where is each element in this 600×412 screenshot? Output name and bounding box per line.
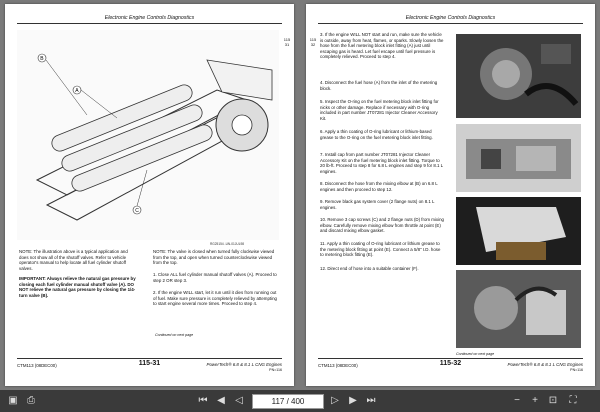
page-footer xyxy=(318,358,583,378)
note-shutoff: NOTE: The illustration above is a typical application and does not show all of the shutoff valves. Refer to vehicle operator's manual to help locate all fuel cylinder shutoff valves. xyxy=(19,249,128,271)
footer-doc-id: CTM113 (08DEC00) xyxy=(17,363,57,368)
prev-section-icon[interactable]: ◁ xyxy=(235,395,243,406)
side-tab xyxy=(282,37,292,47)
photo-hose-container xyxy=(456,270,581,348)
last-page-icon[interactable]: ⏭ xyxy=(366,395,376,406)
current-page: 117 xyxy=(271,397,285,406)
page-header: Electronic Engine Controls Diagnostics xyxy=(318,15,583,24)
next-page-icon[interactable]: ▶ xyxy=(349,395,357,406)
side-tab xyxy=(308,37,318,47)
footer-pn: PN=116 xyxy=(570,368,583,372)
important-notice: IMPORTANT: Always relieve the natural gas pressure by closing each fuel cylinder manual shutoff valve (A). DO NOT relieve the natural gas pressure by closing the 1/4-turn valve (B). xyxy=(19,276,136,298)
next-section-icon[interactable]: ▷ xyxy=(331,395,339,406)
step-12: 12. Direct end of hose into a suitable container (F). xyxy=(320,266,419,271)
step-8: 8. Disconnect the hose from the mixing elbow at (B) on 6.8 L engines and then proceed to step 12. xyxy=(320,181,438,192)
footer-title: PowerTech® 6.8 & 8.1 L CNG Engines xyxy=(507,362,583,367)
right-page xyxy=(306,4,595,386)
side-tab-section: 115 xyxy=(309,37,317,42)
footer-page-number: 115-31 xyxy=(138,360,161,367)
callout-c: C xyxy=(135,207,139,214)
callout-a: A xyxy=(75,87,79,94)
step-7: 7. Install cap from part number JT07281 Injector Cleaner Accessory Kit on the fuel metering block inlet fitting. Torque to 20 lb-ft. Proceed to step 8 for 6.8 L engines and step 9 for 8.1 L engines. xyxy=(320,152,443,174)
save-icon[interactable]: ▣ xyxy=(8,395,18,406)
footer-doc-id: CTM113 (08DEC00) xyxy=(318,363,358,368)
step-1: 1. Close ALL fuel cylinder manual shutoff valves (A). Proceed to step 2 OR step 3. xyxy=(153,272,277,283)
step-10: 10. Remove 3 cap screws (C) and 2 flange nuts (D) from mixing elbow. Carefully remove mixing elbow from throttle at point (E) and discard mixing elbow gasket. xyxy=(320,217,444,234)
print-icon[interactable]: ⎙ xyxy=(27,395,35,406)
viewer-toolbar xyxy=(0,390,600,412)
photo-fuel-hose xyxy=(456,34,581,118)
step-9: 9. Remove black gas system cover (2 flange nuts) on 8.1 L engines. xyxy=(320,199,435,210)
total-pages: 400 xyxy=(291,397,305,406)
side-tab-page: 31 xyxy=(284,42,290,47)
page-separator: / xyxy=(284,397,292,406)
footer-title: PowerTech® 6.8 & 8.1 L CNG Engines xyxy=(206,362,282,367)
note-valve: NOTE: The valve is closed when turned fully clockwise viewed from the top, and open when turned counterclockwise viewed from the top. xyxy=(153,249,275,266)
first-page-icon[interactable]: ⏮ xyxy=(198,395,208,406)
page-number-field[interactable] xyxy=(252,394,324,409)
zoom-out-icon[interactable]: − xyxy=(514,395,520,406)
fullscreen-icon[interactable]: ⛶ xyxy=(569,395,577,406)
photo-metering-block xyxy=(456,124,581,192)
step-6: 6. Apply a thin coating of O-ring lubricant or lithium-based grease to the O-ring on the fuel metering block inlet fitting. xyxy=(320,129,433,140)
side-tab-section: 115 xyxy=(283,37,291,42)
left-page xyxy=(5,4,294,386)
continued-label: Continued on next page xyxy=(456,352,495,356)
callout-b: B xyxy=(40,55,44,62)
step-11: 11. Apply a thin coating of O-ring lubricant or lithium grease to the metering block fitting at point (E). Connect a 5/8" I.D. hose to metering block fitting (E). xyxy=(320,241,441,258)
prev-page-icon[interactable]: ◀ xyxy=(217,395,225,406)
page-footer xyxy=(17,358,282,378)
step-3: 3. If the engine WILL NOT start and run, make sure the vehicle is outside, away from heat, flames, or sparks. Slowly loosen the hose from the fuel metering block inlet fitting (A) just until escaping gas is heard. Let fuel escape until fuel pressure is completely relieved. Proceed to step 4. xyxy=(320,32,444,60)
footer-page-number: 115-32 xyxy=(439,360,462,367)
side-tab-page: 32 xyxy=(310,42,316,47)
step-5: 5. Inspect the O-ring on the fuel metering block inlet fitting for nicks or other damage. Replace if necessary with O-ring included in part number JT07281 Injector Cleaner Accessory Kit. xyxy=(320,99,439,121)
photo-mixing-elbow xyxy=(456,197,581,265)
step-2: 2. If the engine WILL start, let it run until it dies from running out of fuel. Make sure pressure is completely relieved by attempting to start engine several more times. Proceed to step 4. xyxy=(153,290,277,307)
continued-label: Continued on next page xyxy=(155,333,194,337)
figure-code: RG25154 -UN-01JUL98 xyxy=(210,242,245,246)
page-header: Electronic Engine Controls Diagnostics xyxy=(17,15,282,24)
footer-pn: PN=116 xyxy=(269,368,282,372)
zoom-in-icon[interactable]: + xyxy=(532,395,538,406)
step-4: 4. Disconnect the fuel hose (A) from the inlet of the metering block. xyxy=(320,80,438,91)
fit-page-icon[interactable]: ⊡ xyxy=(548,395,558,406)
truck-chassis-illustration xyxy=(17,30,279,240)
